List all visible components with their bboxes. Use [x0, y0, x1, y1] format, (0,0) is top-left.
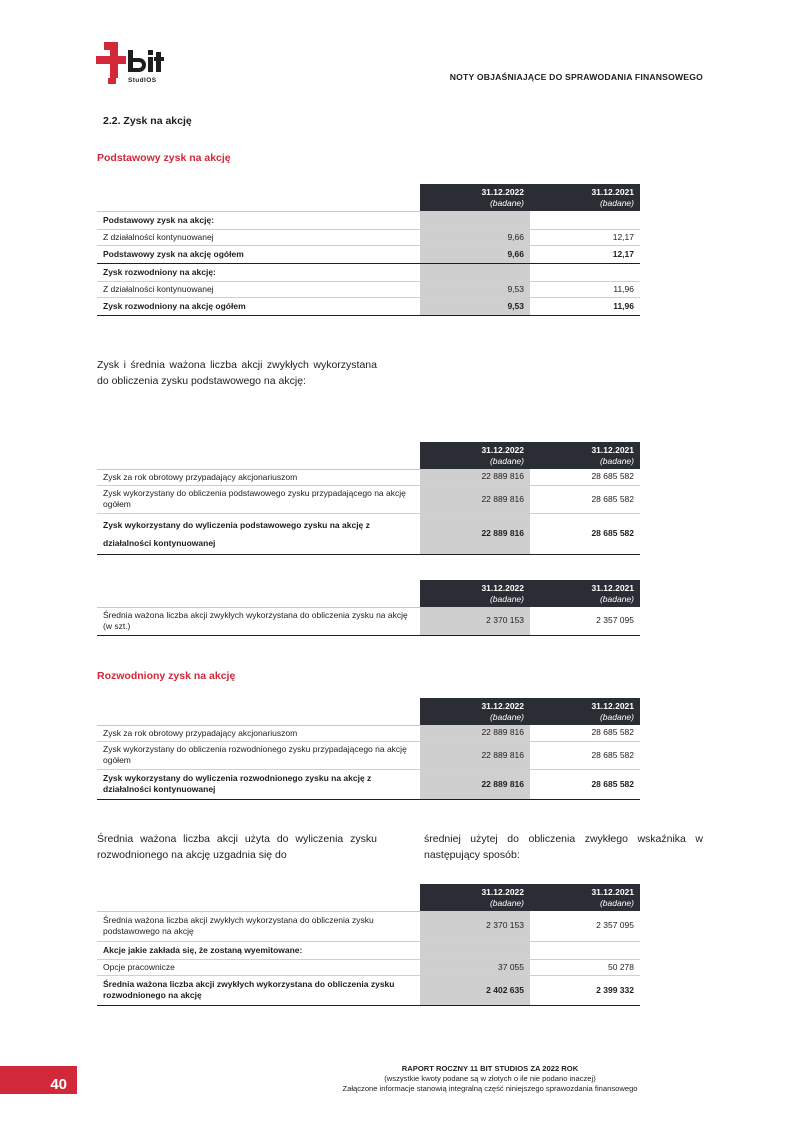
table-row: Zysk wykorzystany do obliczenia podstawowego zysku przypadającego na akcję ogółem 22 889 816 28 685 582	[97, 485, 640, 513]
footer-report-title: RAPORT ROCZNY 11 BIT STUDIOS ZA 2022 ROK	[401, 1064, 579, 1073]
paragraph-basic-eps-intro: Zysk i średnia ważona liczba akcji zwykłych wykorzystana do obliczenia zysku podstawowego na akcję:	[97, 359, 377, 387]
header-blank-cell	[97, 580, 420, 607]
column-header-2021: 31.12.2021 (badane)	[530, 884, 640, 911]
header-blank-cell	[97, 184, 420, 211]
paragraph-diluted-left: Średnia ważona liczba akcji użyta do wyliczenia zysku rozwodnionego na akcję uzgadnia się do	[97, 833, 377, 861]
paragraph-diluted-right: średniej użytej do obliczenia zwykłego wskaźnika w następujący sposób:	[424, 833, 703, 861]
column-header-2021: 31.12.2021 (badane)	[530, 442, 640, 469]
table-row-total: Podstawowy zysk na akcję ogółem 9,66 12,17	[97, 245, 640, 263]
header-blank-cell	[97, 442, 420, 469]
page-number: 40	[0, 1066, 77, 1094]
diluted-profit-table	[97, 698, 640, 800]
table-row-total: Zysk wykorzystany do wyliczenia rozwodnionego zysku na akcję z działalności kontynuowanej 22 889 816 28 685 582	[97, 769, 640, 799]
column-header-2021: 31.12.2021 (badane)	[530, 698, 640, 725]
column-header-2022: 31.12.2022 (badane)	[420, 698, 530, 725]
basic-eps-heading: Podstawowy zysk na akcję	[97, 152, 231, 164]
table-row-total: Średnia ważona liczba akcji zwykłych wykorzystana do obliczenia zysku rozwodnionego na akcję 2 402 635 2 399 332	[97, 975, 640, 1005]
diluted-eps-heading: Rozwodniony zysk na akcję	[97, 670, 236, 682]
shares-basic-table	[97, 580, 640, 636]
column-header-2022: 31.12.2022 (badane)	[420, 580, 530, 607]
table-row: Zysk za rok obrotowy przypadający akcjonariuszom 22 889 816 28 685 582	[97, 725, 640, 741]
table-row: Zysk wykorzystany do obliczenia rozwodnionego zysku przypadającego na akcję ogółem 22 889 816 28 685 582	[97, 741, 640, 769]
header-title: NOTY OBJAŚNIAJĄCE DO SPRAWODANIA FINANSOWEGO	[449, 72, 703, 82]
column-header-2021: 31.12.2021 (badane)	[530, 184, 640, 211]
shares-diluted-table	[97, 884, 640, 1006]
footer-currency-note: (wszystkie kwoty podane są w złotych o ile nie podano inaczej)	[384, 1074, 596, 1083]
table-row: Podstawowy zysk na akcję:	[97, 211, 640, 229]
table-row: Opcje pracownicze 37 055 50 278	[97, 959, 640, 975]
section-title: 2.2. Zysk na akcję	[103, 115, 192, 127]
header-blank-cell	[97, 884, 420, 911]
basic-eps-table	[97, 184, 640, 316]
table-row: Zysk za rok obrotowy przypadający akcjonariuszom 22 889 816 28 685 582	[97, 469, 640, 485]
column-header-2022: 31.12.2022 (badane)	[420, 184, 530, 211]
table-row-total: Zysk wykorzystany do wyliczenia podstawowego zysku na akcję z działalności kontynuowanej 22 889 816 28 685 582	[97, 513, 640, 554]
table-row: Akcje jakie zakłada się, że zostaną wyemitowane:	[97, 941, 640, 959]
column-header-2022: 31.12.2022 (badane)	[420, 442, 530, 469]
table-row: Zysk rozwodniony na akcję:	[97, 263, 640, 281]
column-header-2022: 31.12.2022 (badane)	[420, 884, 530, 911]
svg-text:StudIOS: StudIOS	[128, 77, 157, 84]
column-header-2021: 31.12.2021 (badane)	[530, 580, 640, 607]
table-row: Średnia ważona liczba akcji zwykłych wykorzystana do obliczenia zysku podstawowego na akcję 2 370 153 2 357 095	[97, 911, 640, 941]
table-row-total: Zysk rozwodniony na akcję ogółem 9,53 11,96	[97, 297, 640, 315]
header-blank-cell	[97, 698, 420, 725]
profit-basic-table	[97, 442, 640, 555]
table-row: Średnia ważona liczba akcji zwykłych wykorzystana do obliczenia zysku na akcję (w szt.) 2 370 153 2 357 095	[97, 607, 640, 635]
table-row: Z działalności kontynuowanej 9,53 11,96	[97, 281, 640, 297]
footer	[200, 1063, 780, 1094]
table-row: Z działalności kontynuowanej 9,66 12,17	[97, 229, 640, 245]
footer-integral-note: Załączone informacje stanowią integralną część niniejszego sprawozdania finansowego	[342, 1084, 638, 1093]
company-logo	[96, 42, 176, 84]
